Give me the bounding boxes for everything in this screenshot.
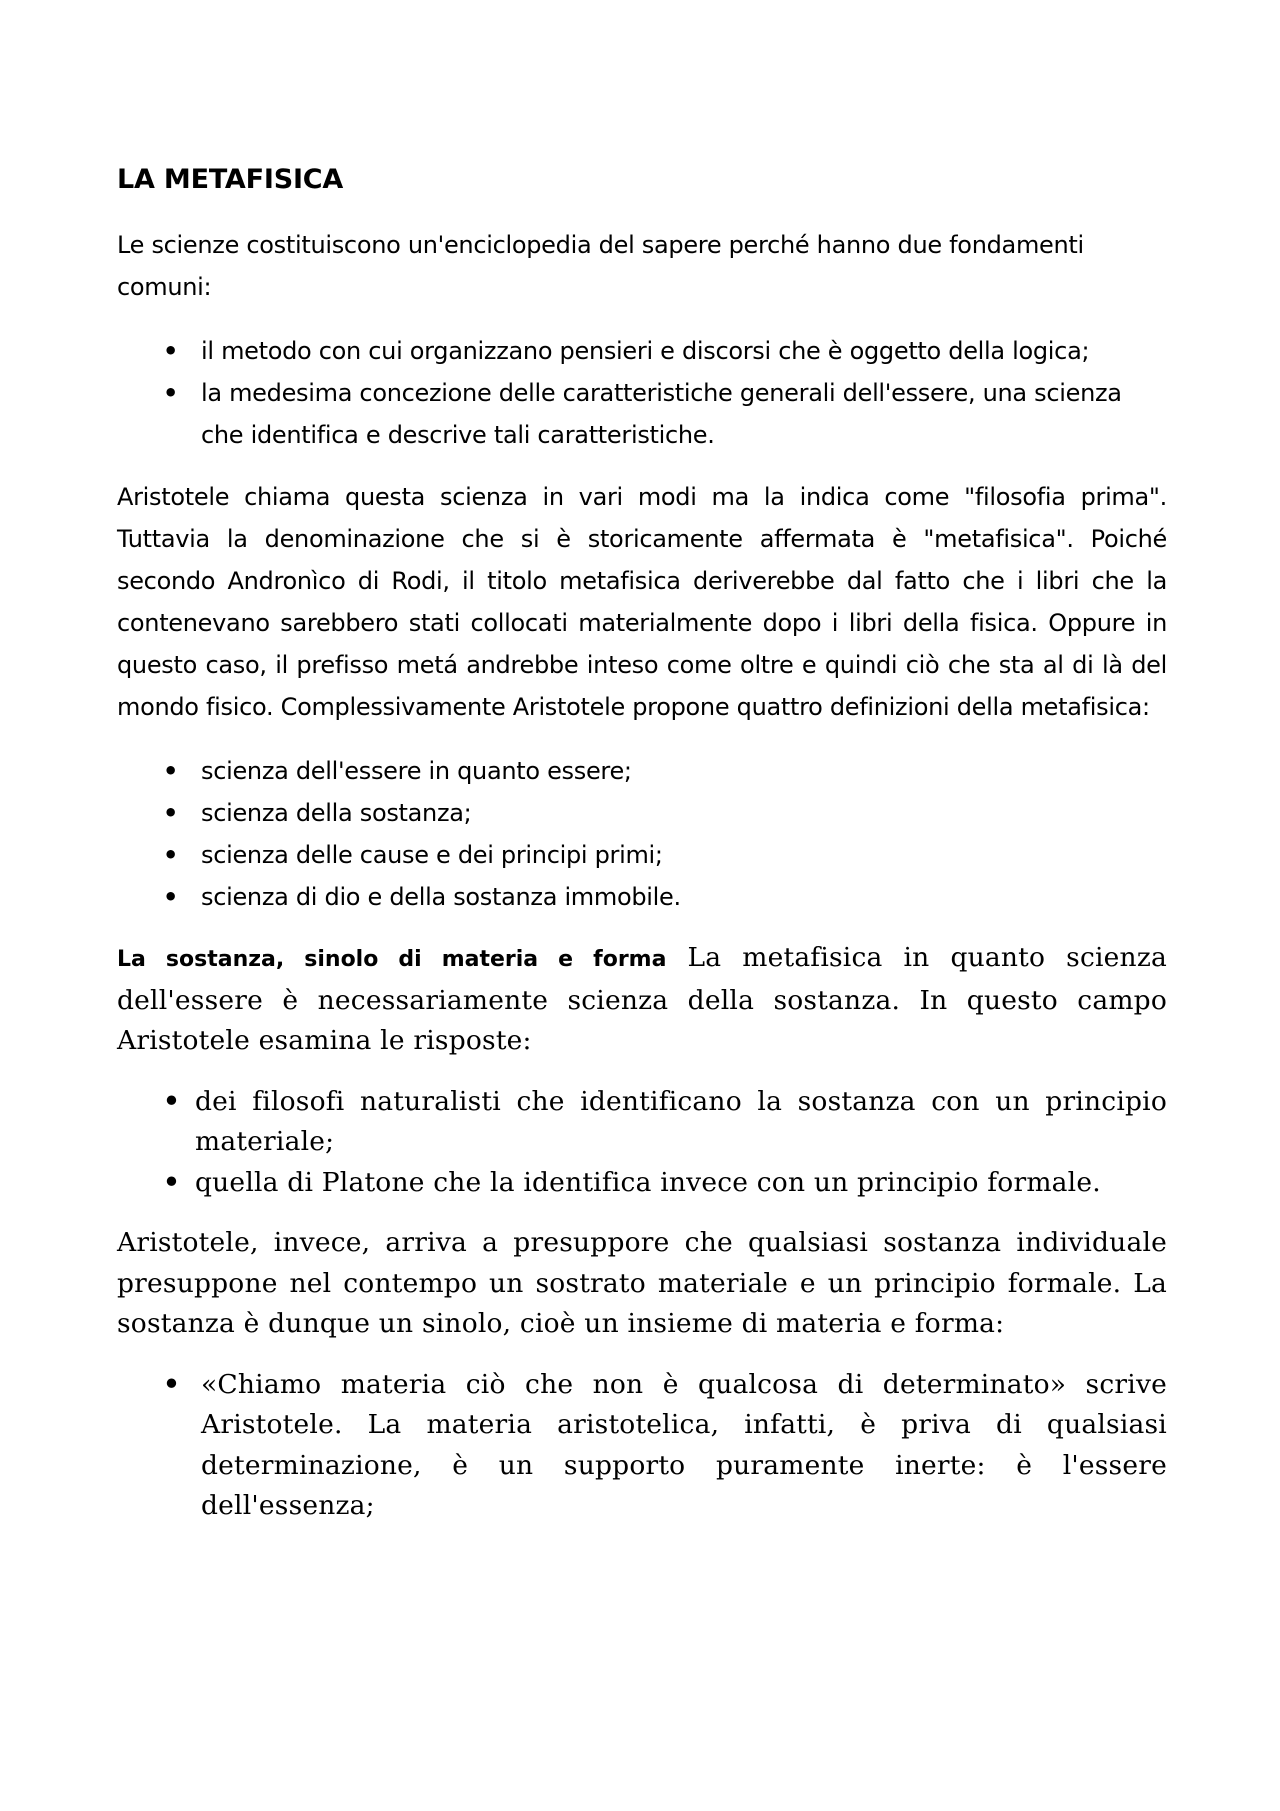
list-item-text: il metodo con cui organizzano pensieri e discorsi che è oggetto della logica; [201,337,1090,365]
list-item [117,1082,1167,1163]
section-heading: La sostanza, sinolo di materia e forma [117,947,667,972]
list-item-text: dei filosofi naturalisti che identificano la sostanza con un principio materiale; [195,1085,1167,1157]
bullet-icon: • [163,841,179,869]
bullet-icon: • [163,799,179,827]
list-item [117,792,1167,834]
document-page [117,158,1167,1527]
intro-paragraph: Le scienze costituiscono un'enciclopedia del sapere perché hanno due fondamenti comuni: [117,231,1084,301]
substance-paragraph [117,938,1167,1062]
list-item [117,834,1167,876]
bullet-icon: • [163,1166,181,1198]
list-item [117,876,1167,918]
list-item-text: «Chiamo materia ciò che non è qualcosa di determinato» scrive Aristotele. La materia aristotelica, infatti, è priva di qualsiasi determinazione, è un supporto puramente inerte: è l'essere dell'essenza; [201,1368,1167,1521]
page-title: LA METAFISICA [117,164,344,195]
aristotle-paragraph: Aristotele chiama questa scienza in vari modi ma la indica come "filosofia prima". Tuttavia la denominazione che si è storicamente affermata è "metafisica". Poiché secondo Andronìco di Rodi, il titolo metafisica deriverebbe dal fatto che i libri che la contenevano sarebbero stati collocati materialmente dopo i libri della fisica. Oppure in questo caso, il prefisso metá andrebbe inteso come oltre e quindi ciò che sta al di là del mondo fisico. Complessivamente Aristotele propone quattro definizioni della metafisica: [117,483,1167,721]
foundations-list [117,330,1167,456]
list-item-text: scienza delle cause e dei principi primi; [201,841,663,869]
definitions-list [117,750,1167,918]
bullet-icon: • [163,1368,181,1400]
sinolo-paragraph: Aristotele, invece, arriva a presuppore che qualsiasi sostanza individuale presuppone nel contempo un sostrato materiale e un principio formale. La sostanza è dunque un sinolo, cioè un insieme di materia e forma: [117,1227,1167,1339]
bullet-icon: • [163,1085,181,1117]
substance-text: La metafisica in quanto scienza dell'essere è necessariamente scienza della sostanza. In questo campo Aristotele esamina le risposte: [117,942,1167,1056]
list-item [117,372,1167,456]
list-item-text: scienza di dio e della sostanza immobile. [201,883,681,911]
list-item [117,330,1167,372]
bullet-icon: • [163,337,179,365]
responses-list [117,1082,1167,1204]
list-item-text: scienza della sostanza; [201,799,472,827]
list-item [117,1365,1167,1527]
bullet-icon: • [163,757,179,785]
list-item-text: la medesima concezione delle caratteristiche generali dell'essere, una scienza che identifica e descrive tali caratteristiche. [201,379,1122,449]
list-item [117,750,1167,792]
bullet-icon: • [163,379,179,407]
list-item-text: scienza dell'essere in quanto essere; [201,757,632,785]
bullet-icon: • [163,883,179,911]
list-item-text: quella di Platone che la identifica invece con un principio formale. [195,1166,1101,1198]
matter-list [117,1365,1167,1527]
list-item [117,1163,1167,1204]
